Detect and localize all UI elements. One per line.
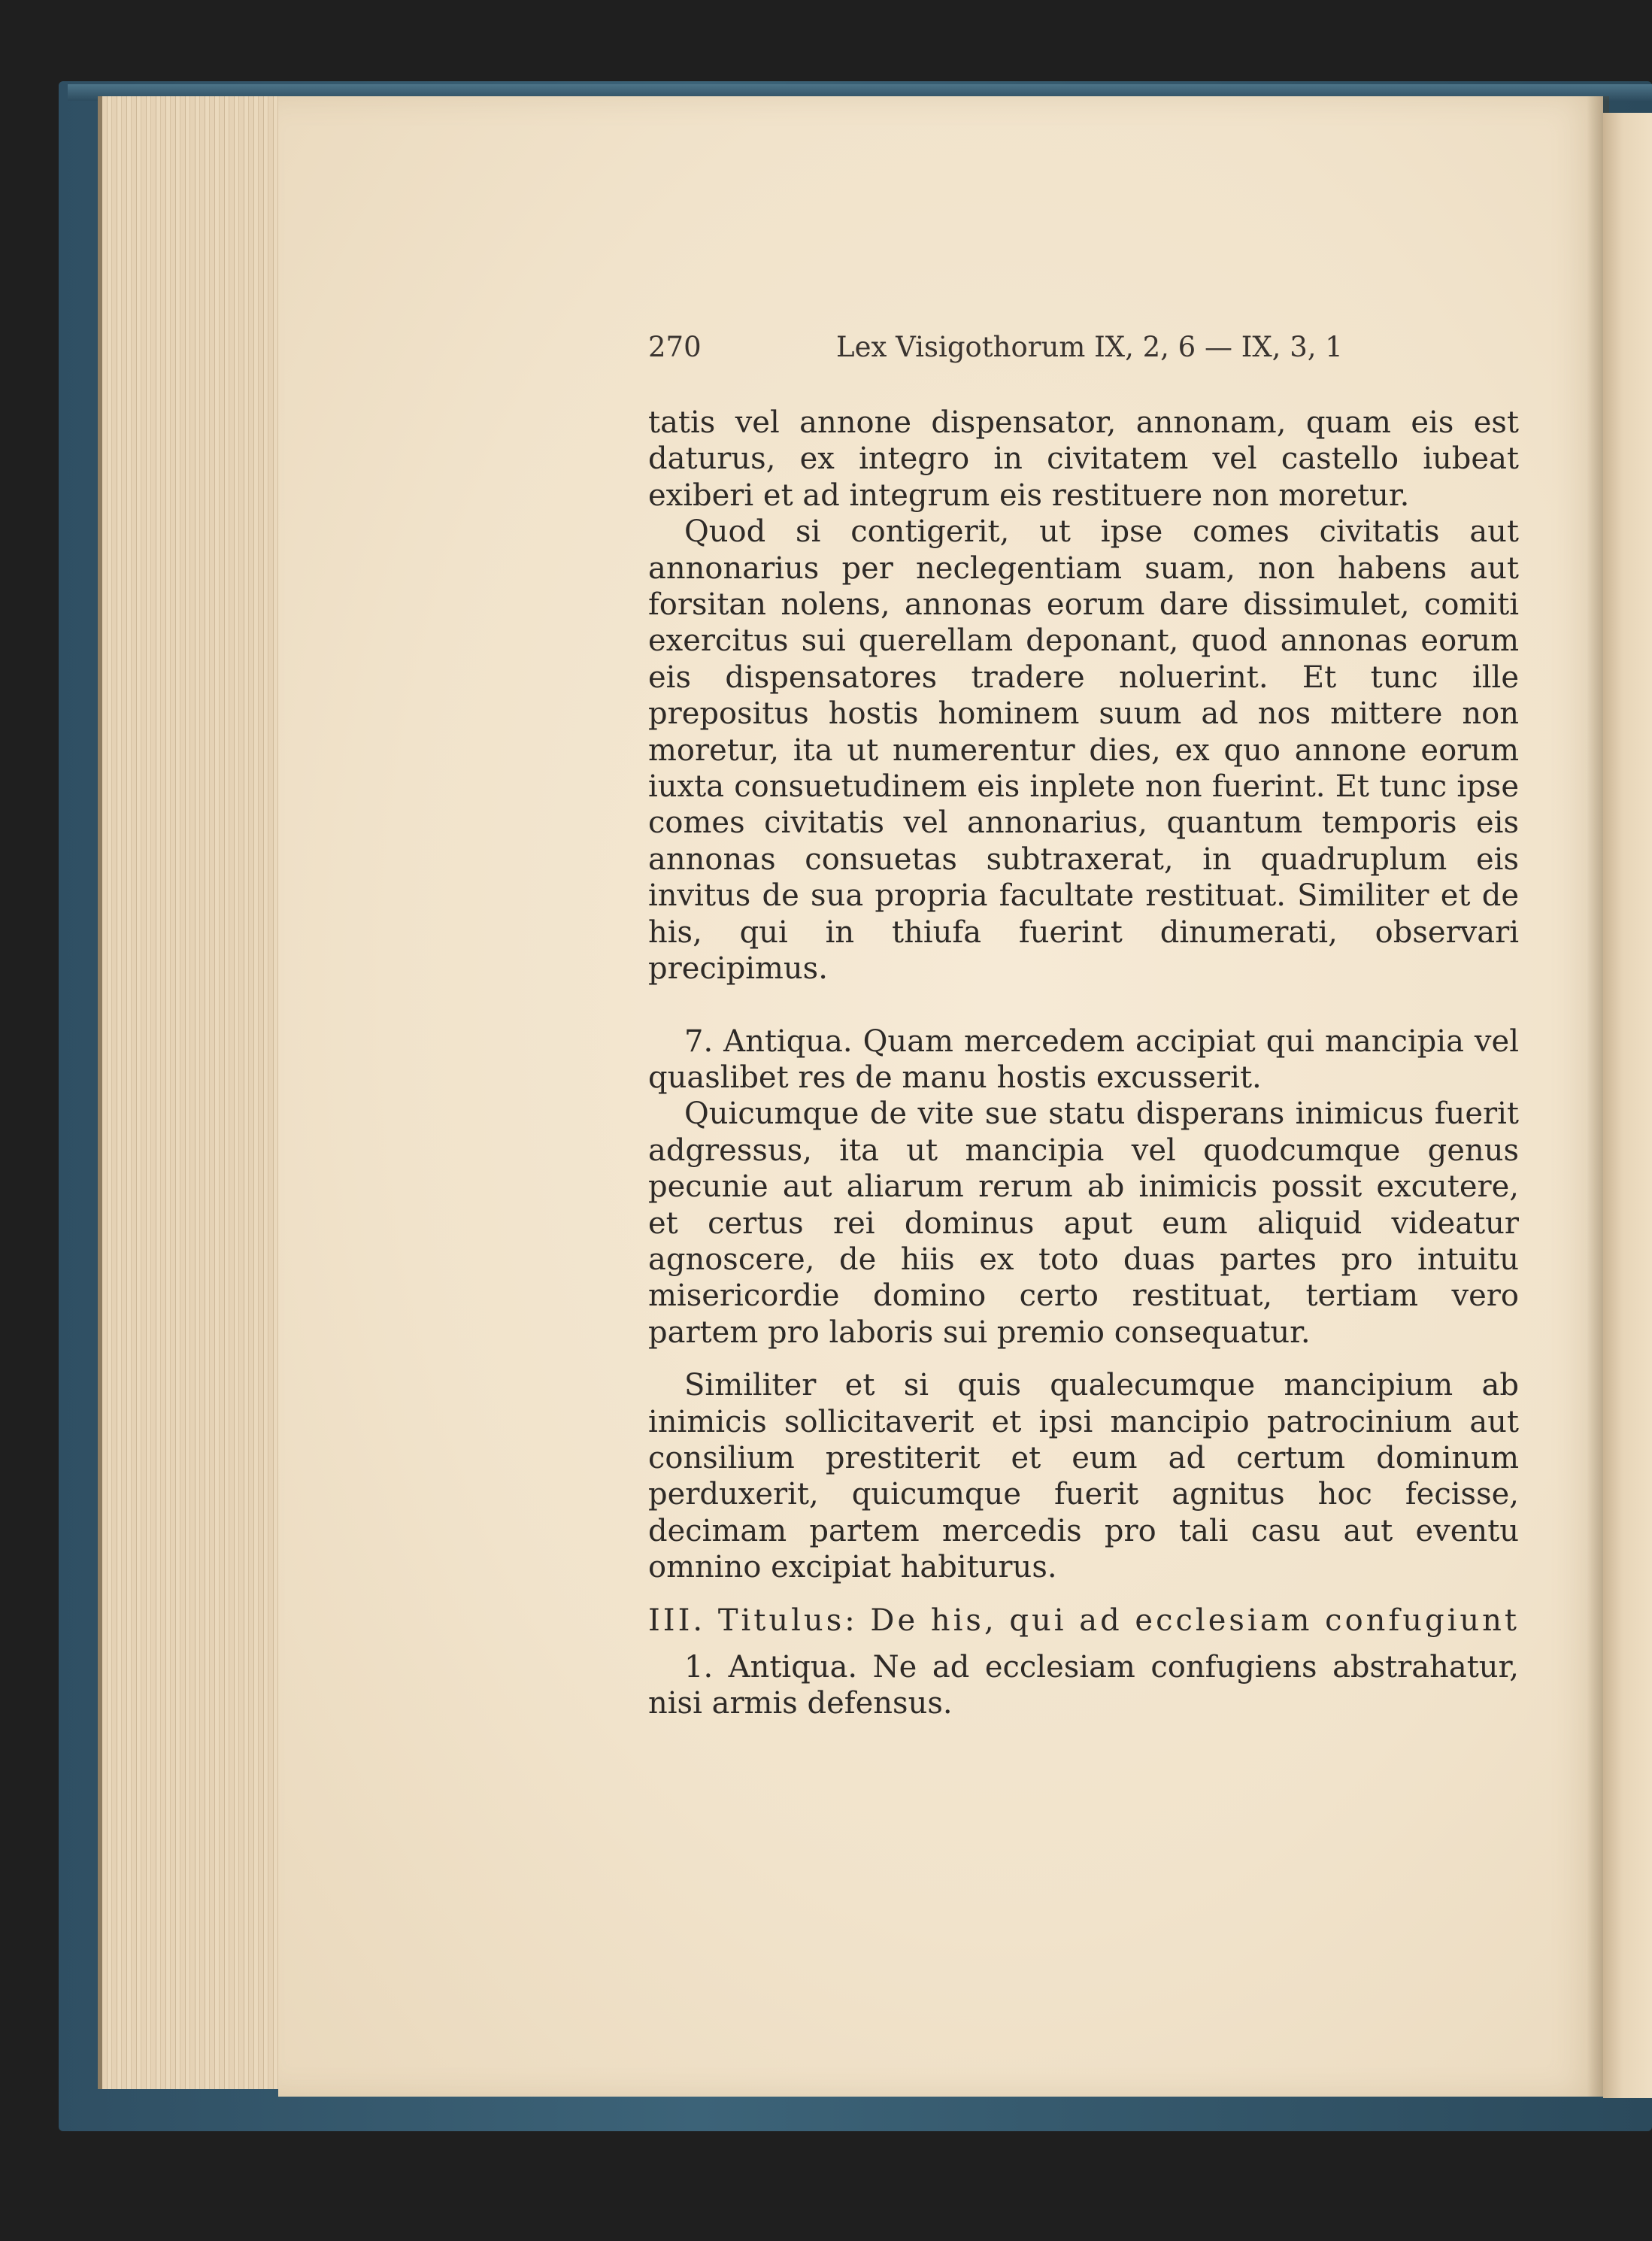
facing-page-sliver [1603,113,1652,2098]
page-body [648,405,1519,1722]
title-heading: III. Titulus: De his, qui ad ecclesiam confugiunt [648,1603,1520,1638]
page-block-edges [98,96,298,2089]
section-heading: 7. Antiqua. Quam mercedem accipiat qui mancipia vel quaslibet res de manu hostis excusserit. [648,1023,1519,1095]
paragraph: Quicumque de vite sue statu disperans inimicus fuerit adgressus, ita ut mancipia vel quodcumque genus pecunie aut aliarum rerum ab inimicis possit excutere, et certus rei dominus aput eum aliquid videatur agnoscere, de hiis ex toto duas partes pro intuitu misericordie domino certo restituat, tertiam vero partem pro laboris sui premio consequatur. [648,1096,1519,1350]
paragraph: Similiter et si quis qualecumque mancipium ab inimicis sollicitaverit et ipsi mancipio patrocinium aut consilium prestiterit et eum ad certum dominum perduxerit, quicumque fuerit agnitus hoc fecisse, decimam partem mercedis pro tali casu aut eventu omnino excipiat habiturus. [648,1368,1519,1585]
section-heading: 1. Antiqua. Ne ad ecclesiam confugiens abstrahatur, nisi armis defensus. [648,1650,1519,1721]
paragraph-continuation: tatis vel annone dispensator, annonam, quam eis est daturus, ex integro in civitatem vel castello iubeat exiberi et ad integrum eis restituere non moretur. [648,405,1519,513]
paragraph: Quod si contigerit, ut ipse comes civitatis aut annonarius per neclegentiam suam, non habens aut forsitan nolens, annonas eorum dare dissimulet, comiti exercitus sui querellam deponant, quod annonas eorum eis dispensatores tradere noluerint. Et tunc ille prepositus hostis hominem suum ad nos mittere non moretur, ita ut numerentur dies, ex quo annone eorum iuxta consuetudinem eis inplete non fuerint. Et tunc ipse comes civitatis vel annonarius, quantum temporis eis annonas consuetas subtraxerat, in quadruplum eis invitus de sua propria facultate restituat. Similiter et de his, qui in thiufa fuerint dinumerati, observari precipimus. [648,514,1519,987]
running-title: Lex Visigothorum IX, 2, 6 — IX, 3, 1 [836,331,1343,363]
running-head [648,331,1343,363]
page-number: 270 [648,331,702,363]
